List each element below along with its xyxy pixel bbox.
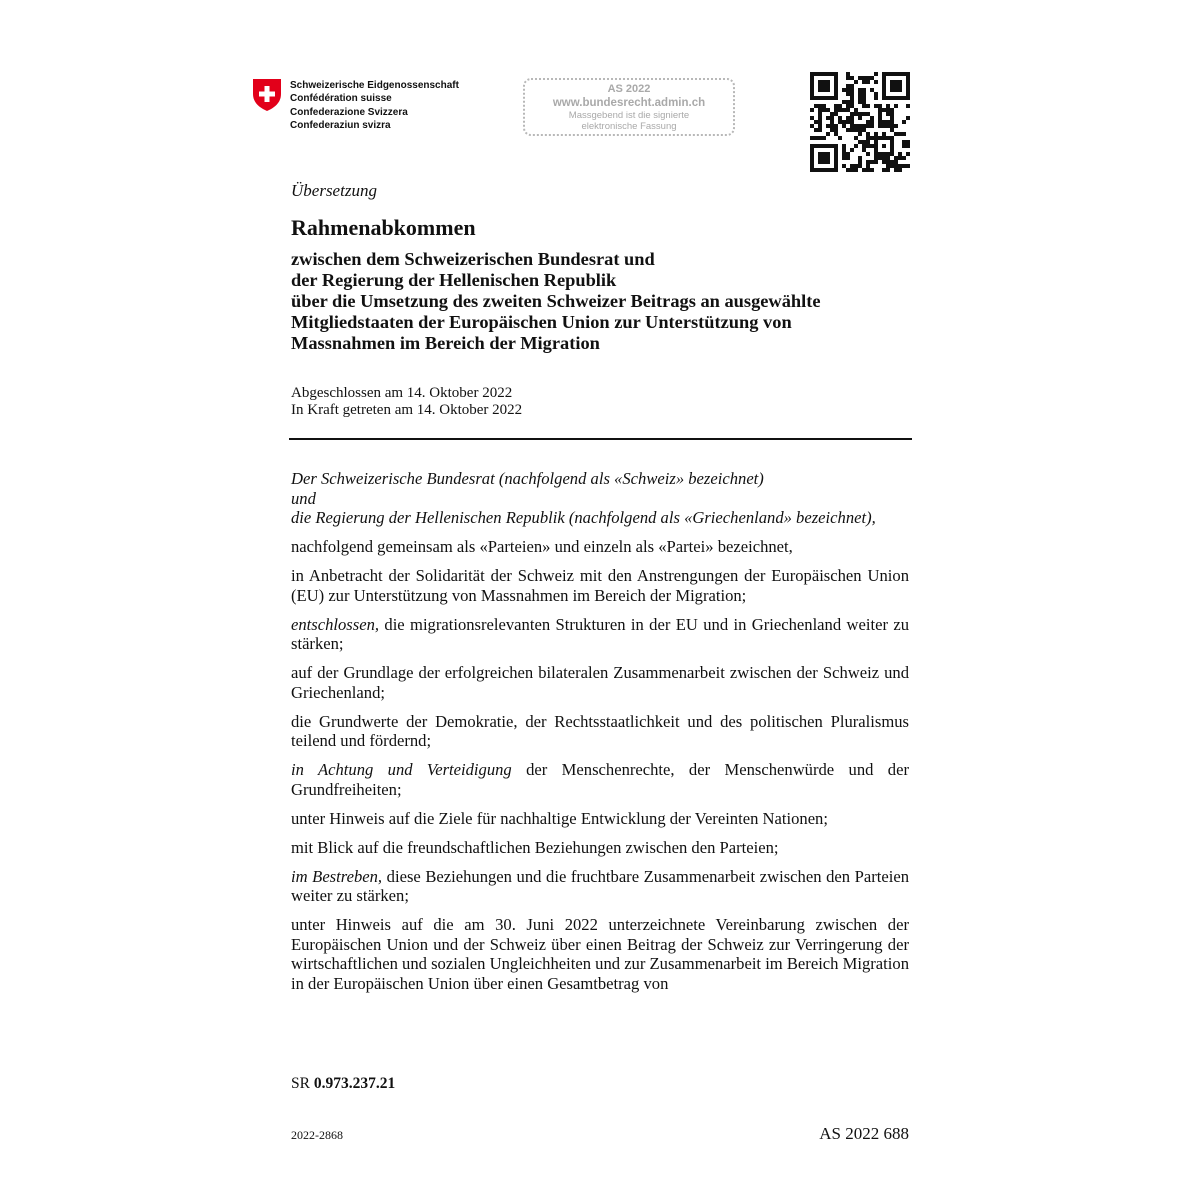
- preamble-lead: im Bestreben,: [291, 866, 383, 886]
- sr-prefix: SR: [291, 1075, 314, 1092]
- document-title: Rahmenabkommen: [291, 215, 476, 240]
- confed-name-it: Confederazione Svizzera: [290, 106, 408, 118]
- header-divider: [289, 438, 912, 440]
- document-kind: Übersetzung: [291, 181, 377, 200]
- subtitle-line: der Regierung der Hellenischen Republik: [291, 270, 617, 290]
- subtitle-line: zwischen dem Schweizerischen Bundesrat und: [291, 249, 655, 269]
- party-greece: die Regierung der Hellenischen Republik (nachfolgend als «Griechenland» bezeichnet),: [291, 508, 876, 527]
- conjunction: und: [291, 488, 316, 508]
- stamp-as-year: AS 2022: [607, 83, 651, 95]
- preamble-paragraph: [291, 760, 909, 799]
- preamble-lead: entschlossen,: [291, 614, 380, 634]
- preamble: [291, 469, 909, 1003]
- sr-number: [291, 1075, 395, 1093]
- preamble-text: diese Beziehungen und die fruchtbare Zusammenarbeit zwischen den Parteien weiter zu stärken;: [291, 866, 909, 905]
- preamble-paragraph: unter Hinweis auf die am 30. Juni 2022 unterzeichnete Vereinbarung zwischen der Europäischen Union und der Schweiz über einen Beitrag der Schweiz zur Verringerung der wirtschaftlichen und sozialen Ungleichheiten und zur Zusammenarbeit im Bereich Migration in der Europäischen Union über einen Gesamtbetrag von: [291, 915, 909, 993]
- preamble-text: die migrationsrelevanten Strukturen in der EU und in Griechenland weiter zu stärken;: [291, 614, 909, 653]
- preamble-paragraph: mit Blick auf die freundschaftlichen Beziehungen zwischen den Parteien;: [291, 837, 779, 857]
- party-switzerland: Der Schweizerische Bundesrat (nachfolgend als «Schweiz» bezeichnet): [291, 469, 764, 488]
- document-number: 2022-2868: [291, 1128, 343, 1142]
- document-subtitle: [291, 249, 931, 354]
- confederation-names: [290, 79, 459, 132]
- subtitle-line: Mitgliedstaaten der Europäischen Union zur Unterstützung von: [291, 312, 792, 332]
- preamble-paragraph: auf der Grundlage der erfolgreichen bilateralen Zusammenarbeit zwischen der Schweiz und Griechenland;: [291, 663, 909, 702]
- in-force-date: In Kraft getreten am 14. Oktober 2022: [291, 402, 523, 418]
- preamble-paragraph: in Anbetracht der Solidarität der Schweiz mit den Anstrengungen der Europäischen Union (EU) zur Unterstützung von Massnahmen im Bereich der Migration;: [291, 566, 909, 605]
- preamble-paragraph: nachfolgend gemeinsam als «Parteien» und einzeln als «Partei» bezeichnet,: [291, 537, 793, 556]
- concluded-date: Abgeschlossen am 14. Oktober 2022: [291, 385, 513, 401]
- document-dates: [291, 385, 522, 419]
- preamble-paragraph: die Grundwerte der Demokratie, der Rechtsstaatlichkeit und des politischen Pluralismus teilend und fördernd;: [291, 711, 909, 750]
- as-reference: AS 2022 688: [819, 1124, 909, 1143]
- confed-name-fr: Confédération suisse: [290, 93, 392, 105]
- stamp-note-2: elektronische Fassung: [581, 121, 677, 132]
- preamble-paragraph: [291, 867, 909, 906]
- stamp-note-1: Massgebend ist die signierte: [568, 110, 690, 121]
- sr-value: 0.973.237.21: [313, 1075, 396, 1092]
- confed-name-rm: Confederaziun svizra: [290, 119, 391, 131]
- subtitle-line: über die Umsetzung des zweiten Schweizer Beitrags an ausgewählte: [291, 291, 821, 311]
- preamble-paragraph: [291, 615, 909, 654]
- preamble-text: der Menschenrechte, der Menschenwürde und der Grundfreiheiten;: [291, 760, 909, 799]
- official-publication-stamp: [523, 78, 735, 136]
- preamble-lead: in Achtung und Verteidigung: [291, 760, 512, 779]
- subtitle-line: Massnahmen im Bereich der Migration: [291, 333, 600, 353]
- confed-name-de: Schweizerische Eidgenossenschaft: [290, 80, 459, 91]
- swiss-crest-icon: [252, 78, 282, 112]
- preamble-paragraph: unter Hinweis auf die Ziele für nachhaltige Entwicklung der Vereinten Nationen;: [291, 808, 828, 828]
- stamp-url: www.bundesrecht.admin.ch: [552, 97, 706, 109]
- qr-code-icon: [810, 72, 910, 172]
